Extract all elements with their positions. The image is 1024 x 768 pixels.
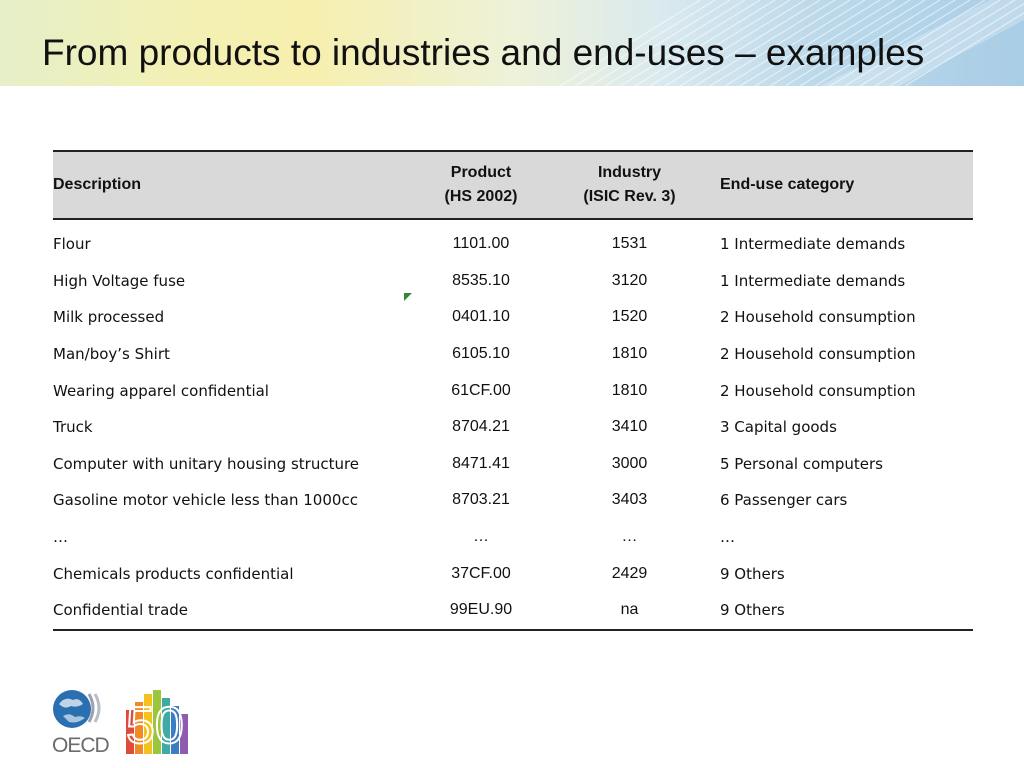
green-marker-icon [404,293,412,301]
cell-industry: 1531 [611,235,648,253]
cell-description: Gasoline motor vehicle less than 1000cc [53,491,358,510]
table-row [53,555,973,592]
header-product-line2: (HS 2002) [444,188,518,205]
cell-product: 61CF.00 [451,381,511,399]
header-industry-line1: Industry [597,164,662,181]
table-row [53,409,973,446]
cell-product: 8703.21 [452,491,510,509]
cell-product: 37CF.00 [451,564,511,582]
header-industry-line2: (ISIC Rev. 3) [583,188,676,205]
cell-product: 8471.41 [452,454,510,472]
cell-end-use: 1 Intermediate demands [720,271,906,290]
cell-end-use: 3 Capital goods [720,418,837,437]
cell-industry: 3000 [611,454,648,472]
table-row [53,592,973,630]
cell-product: 6105.10 [452,345,510,363]
cell-end-use: 2 Household consumption [720,381,916,400]
cell-industry: 3410 [611,418,648,436]
cell-product: 8535.10 [452,271,510,289]
cell-description: Computer with unitary housing structure [53,454,360,473]
cell-end-use: 2 Household consumption [720,345,916,364]
cell-description: Man/boy’s Shirt [53,345,170,364]
header-product-line1: Product [450,164,512,181]
cell-description: Wearing apparel confidential [53,381,269,400]
cell-end-use: 2 Household consumption [720,308,916,327]
logo-anniversary-number: 50 [126,697,184,755]
logo-wordmark: OECD [52,734,109,757]
cell-end-use: 1 Intermediate demands [720,235,906,254]
cell-description: High Voltage fuse [53,271,186,290]
cell-description: Milk processed [53,308,165,327]
cell-industry: 1810 [611,345,648,363]
header-end-use: End-use category [720,151,973,219]
cell-end-use: … [720,528,735,547]
table-row [53,482,973,519]
table-row [53,336,973,373]
cell-end-use: 9 Others [720,564,785,583]
header-description: Description [53,151,423,219]
cell-product: … [473,528,489,546]
cell-description: Flour [53,235,91,254]
table-header-row [53,151,973,219]
cell-product: 0401.10 [452,308,510,326]
cell-end-use: 9 Others [720,592,973,630]
cell-description: … [53,528,68,547]
table-row [53,446,973,483]
cell-product: 8704.21 [452,418,510,436]
product-mapping-table [53,150,973,631]
cell-description: Confidential trade [53,592,423,630]
table-row [53,263,973,300]
cell-industry: … [621,528,638,546]
cell-description: Chemicals products confidential [53,564,294,583]
table-row [53,519,973,556]
cell-product: 1101.00 [452,235,510,253]
cell-description: Truck [53,418,93,437]
cell-industry: 3120 [611,271,648,289]
cell-product: 99EU.90 [423,592,539,630]
cell-end-use: 5 Personal computers [720,454,884,473]
cell-industry: na [539,592,720,630]
table-row [53,372,973,409]
table-row [53,219,973,263]
header-industry [539,151,720,219]
slide-title: From products to industries and end-uses – examples [42,32,925,73]
cell-industry: 1810 [611,381,648,399]
table-row [53,299,973,336]
cell-industry: 2429 [611,564,648,582]
cell-industry: 3403 [611,491,648,509]
header-product [423,151,539,219]
cell-industry: 1520 [611,308,648,326]
cell-end-use: 6 Passenger cars [720,491,848,510]
